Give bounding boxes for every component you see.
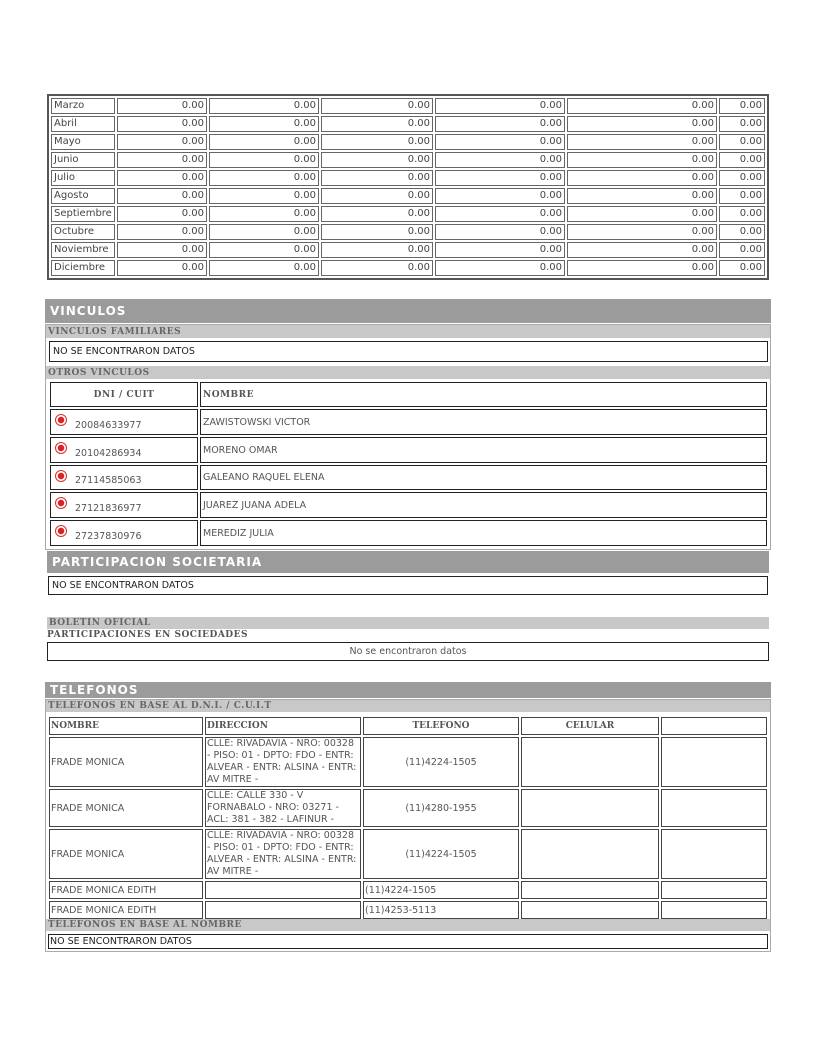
direccion-cell bbox=[205, 901, 361, 919]
month-cell: Octubre bbox=[51, 224, 115, 240]
radio-selected-icon[interactable] bbox=[55, 497, 67, 509]
value-cell: 0.00 bbox=[435, 188, 565, 204]
value-cell: 0.00 bbox=[117, 206, 207, 222]
value-cell: 0.00 bbox=[567, 170, 717, 186]
value-cell: 0.00 bbox=[567, 260, 717, 276]
value-cell: 0.00 bbox=[719, 134, 765, 150]
dni-cell bbox=[50, 520, 198, 546]
month-cell: Marzo bbox=[51, 98, 115, 114]
value-cell: 0.00 bbox=[321, 260, 433, 276]
table-row bbox=[51, 152, 765, 168]
telefonos-nombre-label: TELEFONOS EN BASE AL NOMBRE bbox=[46, 919, 770, 931]
telefono-cell: (11)4253-5113 bbox=[363, 901, 519, 919]
value-cell: 0.00 bbox=[567, 242, 717, 258]
participacion-empty: NO SE ENCONTRARON DATOS bbox=[48, 576, 768, 595]
dni-value: 27237830976 bbox=[75, 531, 142, 542]
value-cell: 0.00 bbox=[567, 206, 717, 222]
vinculos-section-header: VINCULOS bbox=[45, 299, 771, 323]
col-header-dni: DNI / CUIT bbox=[50, 382, 198, 407]
value-cell: 0.00 bbox=[719, 98, 765, 114]
nombre-cell: MORENO OMAR bbox=[200, 437, 767, 463]
value-cell: 0.00 bbox=[209, 170, 319, 186]
dni-value: 27121836977 bbox=[75, 503, 142, 514]
value-cell: 0.00 bbox=[117, 134, 207, 150]
table-row bbox=[49, 881, 767, 899]
value-cell: 0.00 bbox=[209, 98, 319, 114]
col-header-direccion: DIRECCION bbox=[205, 717, 361, 735]
radio-selected-icon[interactable] bbox=[55, 442, 67, 454]
value-cell: 0.00 bbox=[209, 260, 319, 276]
month-cell: Junio bbox=[51, 152, 115, 168]
nombre-cell: FRADE MONICA EDITH bbox=[49, 881, 203, 899]
nombre-cell: FRADE MONICA EDITH bbox=[49, 901, 203, 919]
month-cell: Agosto bbox=[51, 188, 115, 204]
participacion-section-header: PARTICIPACION SOCIETARIA bbox=[47, 551, 769, 573]
telefono-cell: (11)4224-1505 bbox=[363, 829, 519, 879]
table-header-row bbox=[49, 717, 767, 735]
col-header-telefono: TELEFONO bbox=[363, 717, 519, 735]
direccion-cell: CLLE: RIVADAVIA - NRO: 00328 - PISO: 01 - DPTO: FDO - ENTR: ALVEAR - ENTR: ALSINA - ENTR: AV MITRE - bbox=[205, 737, 361, 787]
telefonos-dni-label: TELEFONOS EN BASE AL D.N.I. / C.U.I.T bbox=[46, 700, 770, 712]
celular-cell bbox=[521, 737, 659, 787]
value-cell: 0.00 bbox=[719, 188, 765, 204]
table-row bbox=[51, 224, 765, 240]
telefonos-nombre-empty: NO SE ENCONTRARON DATOS bbox=[48, 934, 768, 949]
table-row bbox=[51, 116, 765, 132]
col-header-celular: CELULAR bbox=[521, 717, 659, 735]
nombre-cell: FRADE MONICA bbox=[49, 829, 203, 879]
value-cell: 0.00 bbox=[117, 152, 207, 168]
value-cell: 0.00 bbox=[719, 260, 765, 276]
extra-cell bbox=[661, 901, 767, 919]
table-row bbox=[50, 492, 767, 518]
col-header-nombre: NOMBRE bbox=[200, 382, 767, 407]
value-cell: 0.00 bbox=[117, 116, 207, 132]
month-cell: Julio bbox=[51, 170, 115, 186]
nombre-cell: GALEANO RAQUEL ELENA bbox=[200, 465, 767, 490]
table-row bbox=[49, 789, 767, 827]
dni-value: 20104286934 bbox=[75, 448, 142, 459]
value-cell: 0.00 bbox=[117, 98, 207, 114]
telefono-cell: (11)4224-1505 bbox=[363, 881, 519, 899]
value-cell: 0.00 bbox=[209, 116, 319, 132]
table-row bbox=[51, 242, 765, 258]
table-row bbox=[50, 409, 767, 435]
extra-cell bbox=[661, 829, 767, 879]
value-cell: 0.00 bbox=[209, 152, 319, 168]
nombre-cell: FRADE MONICA bbox=[49, 789, 203, 827]
value-cell: 0.00 bbox=[435, 224, 565, 240]
radio-selected-icon[interactable] bbox=[55, 525, 67, 537]
value-cell: 0.00 bbox=[321, 188, 433, 204]
table-row bbox=[50, 465, 767, 490]
table-row bbox=[49, 829, 767, 879]
dni-cell bbox=[50, 465, 198, 490]
value-cell: 0.00 bbox=[117, 188, 207, 204]
value-cell: 0.00 bbox=[321, 206, 433, 222]
value-cell: 0.00 bbox=[321, 116, 433, 132]
nombre-cell: MEREDIZ JULIA bbox=[200, 520, 767, 546]
value-cell: 0.00 bbox=[435, 260, 565, 276]
table-row bbox=[51, 260, 765, 276]
boletin-oficial-label: BOLETIN OFICIAL bbox=[47, 617, 769, 629]
value-cell: 0.00 bbox=[321, 98, 433, 114]
dni-value: 20084633977 bbox=[75, 420, 142, 431]
dni-cell bbox=[50, 492, 198, 518]
month-cell: Septiembre bbox=[51, 206, 115, 222]
dni-cell bbox=[50, 409, 198, 435]
table-row bbox=[51, 170, 765, 186]
telefonos-section-header: TELEFONOS bbox=[45, 682, 771, 698]
value-cell: 0.00 bbox=[567, 98, 717, 114]
otros-vinculos-label: OTROS VINCULOS bbox=[46, 366, 770, 379]
month-cell: Diciembre bbox=[51, 260, 115, 276]
nombre-cell: FRADE MONICA bbox=[49, 737, 203, 787]
telefonos-table bbox=[47, 715, 769, 921]
value-cell: 0.00 bbox=[567, 224, 717, 240]
table-row bbox=[51, 206, 765, 222]
table-row bbox=[51, 188, 765, 204]
table-row bbox=[50, 520, 767, 546]
nombre-cell: ZAWISTOWSKI VICTOR bbox=[200, 409, 767, 435]
value-cell: 0.00 bbox=[719, 206, 765, 222]
boletin-empty: No se encontraron datos bbox=[47, 642, 769, 661]
direccion-cell: CLLE: RIVADAVIA - NRO: 00328 - PISO: 01 - DPTO: FDO - ENTR: ALVEAR - ENTR: ALSINA - ENTR: AV MITRE - bbox=[205, 829, 361, 879]
table-row bbox=[49, 737, 767, 787]
value-cell: 0.00 bbox=[567, 188, 717, 204]
table-row bbox=[51, 134, 765, 150]
extra-cell bbox=[661, 789, 767, 827]
direccion-cell: CLLE: CALLE 330 - V FORNABALO - NRO: 03271 - ACL: 381 - 382 - LAFINUR - bbox=[205, 789, 361, 827]
monthly-values-table bbox=[47, 94, 769, 280]
value-cell: 0.00 bbox=[567, 116, 717, 132]
vinculos-familiares-label: VINCULOS FAMILIARES bbox=[46, 325, 770, 338]
celular-cell bbox=[521, 901, 659, 919]
radio-selected-icon[interactable] bbox=[55, 414, 67, 426]
table-row bbox=[51, 98, 765, 114]
celular-cell bbox=[521, 789, 659, 827]
value-cell: 0.00 bbox=[117, 242, 207, 258]
col-header-nombre: NOMBRE bbox=[49, 717, 203, 735]
vinculos-familiares-empty: NO SE ENCONTRARON DATOS bbox=[49, 341, 768, 362]
nombre-cell: JUAREZ JUANA ADELA bbox=[200, 492, 767, 518]
value-cell: 0.00 bbox=[435, 242, 565, 258]
month-cell: Mayo bbox=[51, 134, 115, 150]
value-cell: 0.00 bbox=[567, 134, 717, 150]
value-cell: 0.00 bbox=[435, 206, 565, 222]
col-header-empty bbox=[661, 717, 767, 735]
radio-selected-icon[interactable] bbox=[55, 470, 67, 482]
dni-value: 27114585063 bbox=[75, 475, 142, 486]
value-cell: 0.00 bbox=[321, 134, 433, 150]
celular-cell bbox=[521, 881, 659, 899]
table-row bbox=[49, 901, 767, 919]
month-cell: Abril bbox=[51, 116, 115, 132]
telefono-cell: (11)4224-1505 bbox=[363, 737, 519, 787]
extra-cell bbox=[661, 881, 767, 899]
value-cell: 0.00 bbox=[321, 152, 433, 168]
participaciones-sociedades-label: PARTICIPACIONES EN SOCIEDADES bbox=[47, 630, 248, 640]
value-cell: 0.00 bbox=[435, 116, 565, 132]
extra-cell bbox=[661, 737, 767, 787]
table-row bbox=[50, 437, 767, 463]
value-cell: 0.00 bbox=[209, 224, 319, 240]
value-cell: 0.00 bbox=[567, 152, 717, 168]
value-cell: 0.00 bbox=[209, 206, 319, 222]
value-cell: 0.00 bbox=[435, 134, 565, 150]
value-cell: 0.00 bbox=[209, 188, 319, 204]
value-cell: 0.00 bbox=[321, 242, 433, 258]
value-cell: 0.00 bbox=[117, 170, 207, 186]
month-cell: Noviembre bbox=[51, 242, 115, 258]
value-cell: 0.00 bbox=[321, 224, 433, 240]
value-cell: 0.00 bbox=[719, 224, 765, 240]
value-cell: 0.00 bbox=[719, 170, 765, 186]
value-cell: 0.00 bbox=[435, 152, 565, 168]
value-cell: 0.00 bbox=[719, 116, 765, 132]
value-cell: 0.00 bbox=[209, 242, 319, 258]
value-cell: 0.00 bbox=[435, 170, 565, 186]
value-cell: 0.00 bbox=[321, 170, 433, 186]
celular-cell bbox=[521, 829, 659, 879]
value-cell: 0.00 bbox=[209, 134, 319, 150]
value-cell: 0.00 bbox=[117, 224, 207, 240]
direccion-cell bbox=[205, 881, 361, 899]
value-cell: 0.00 bbox=[117, 260, 207, 276]
dni-cell bbox=[50, 437, 198, 463]
telefono-cell: (11)4280-1955 bbox=[363, 789, 519, 827]
value-cell: 0.00 bbox=[719, 152, 765, 168]
value-cell: 0.00 bbox=[719, 242, 765, 258]
value-cell: 0.00 bbox=[435, 98, 565, 114]
